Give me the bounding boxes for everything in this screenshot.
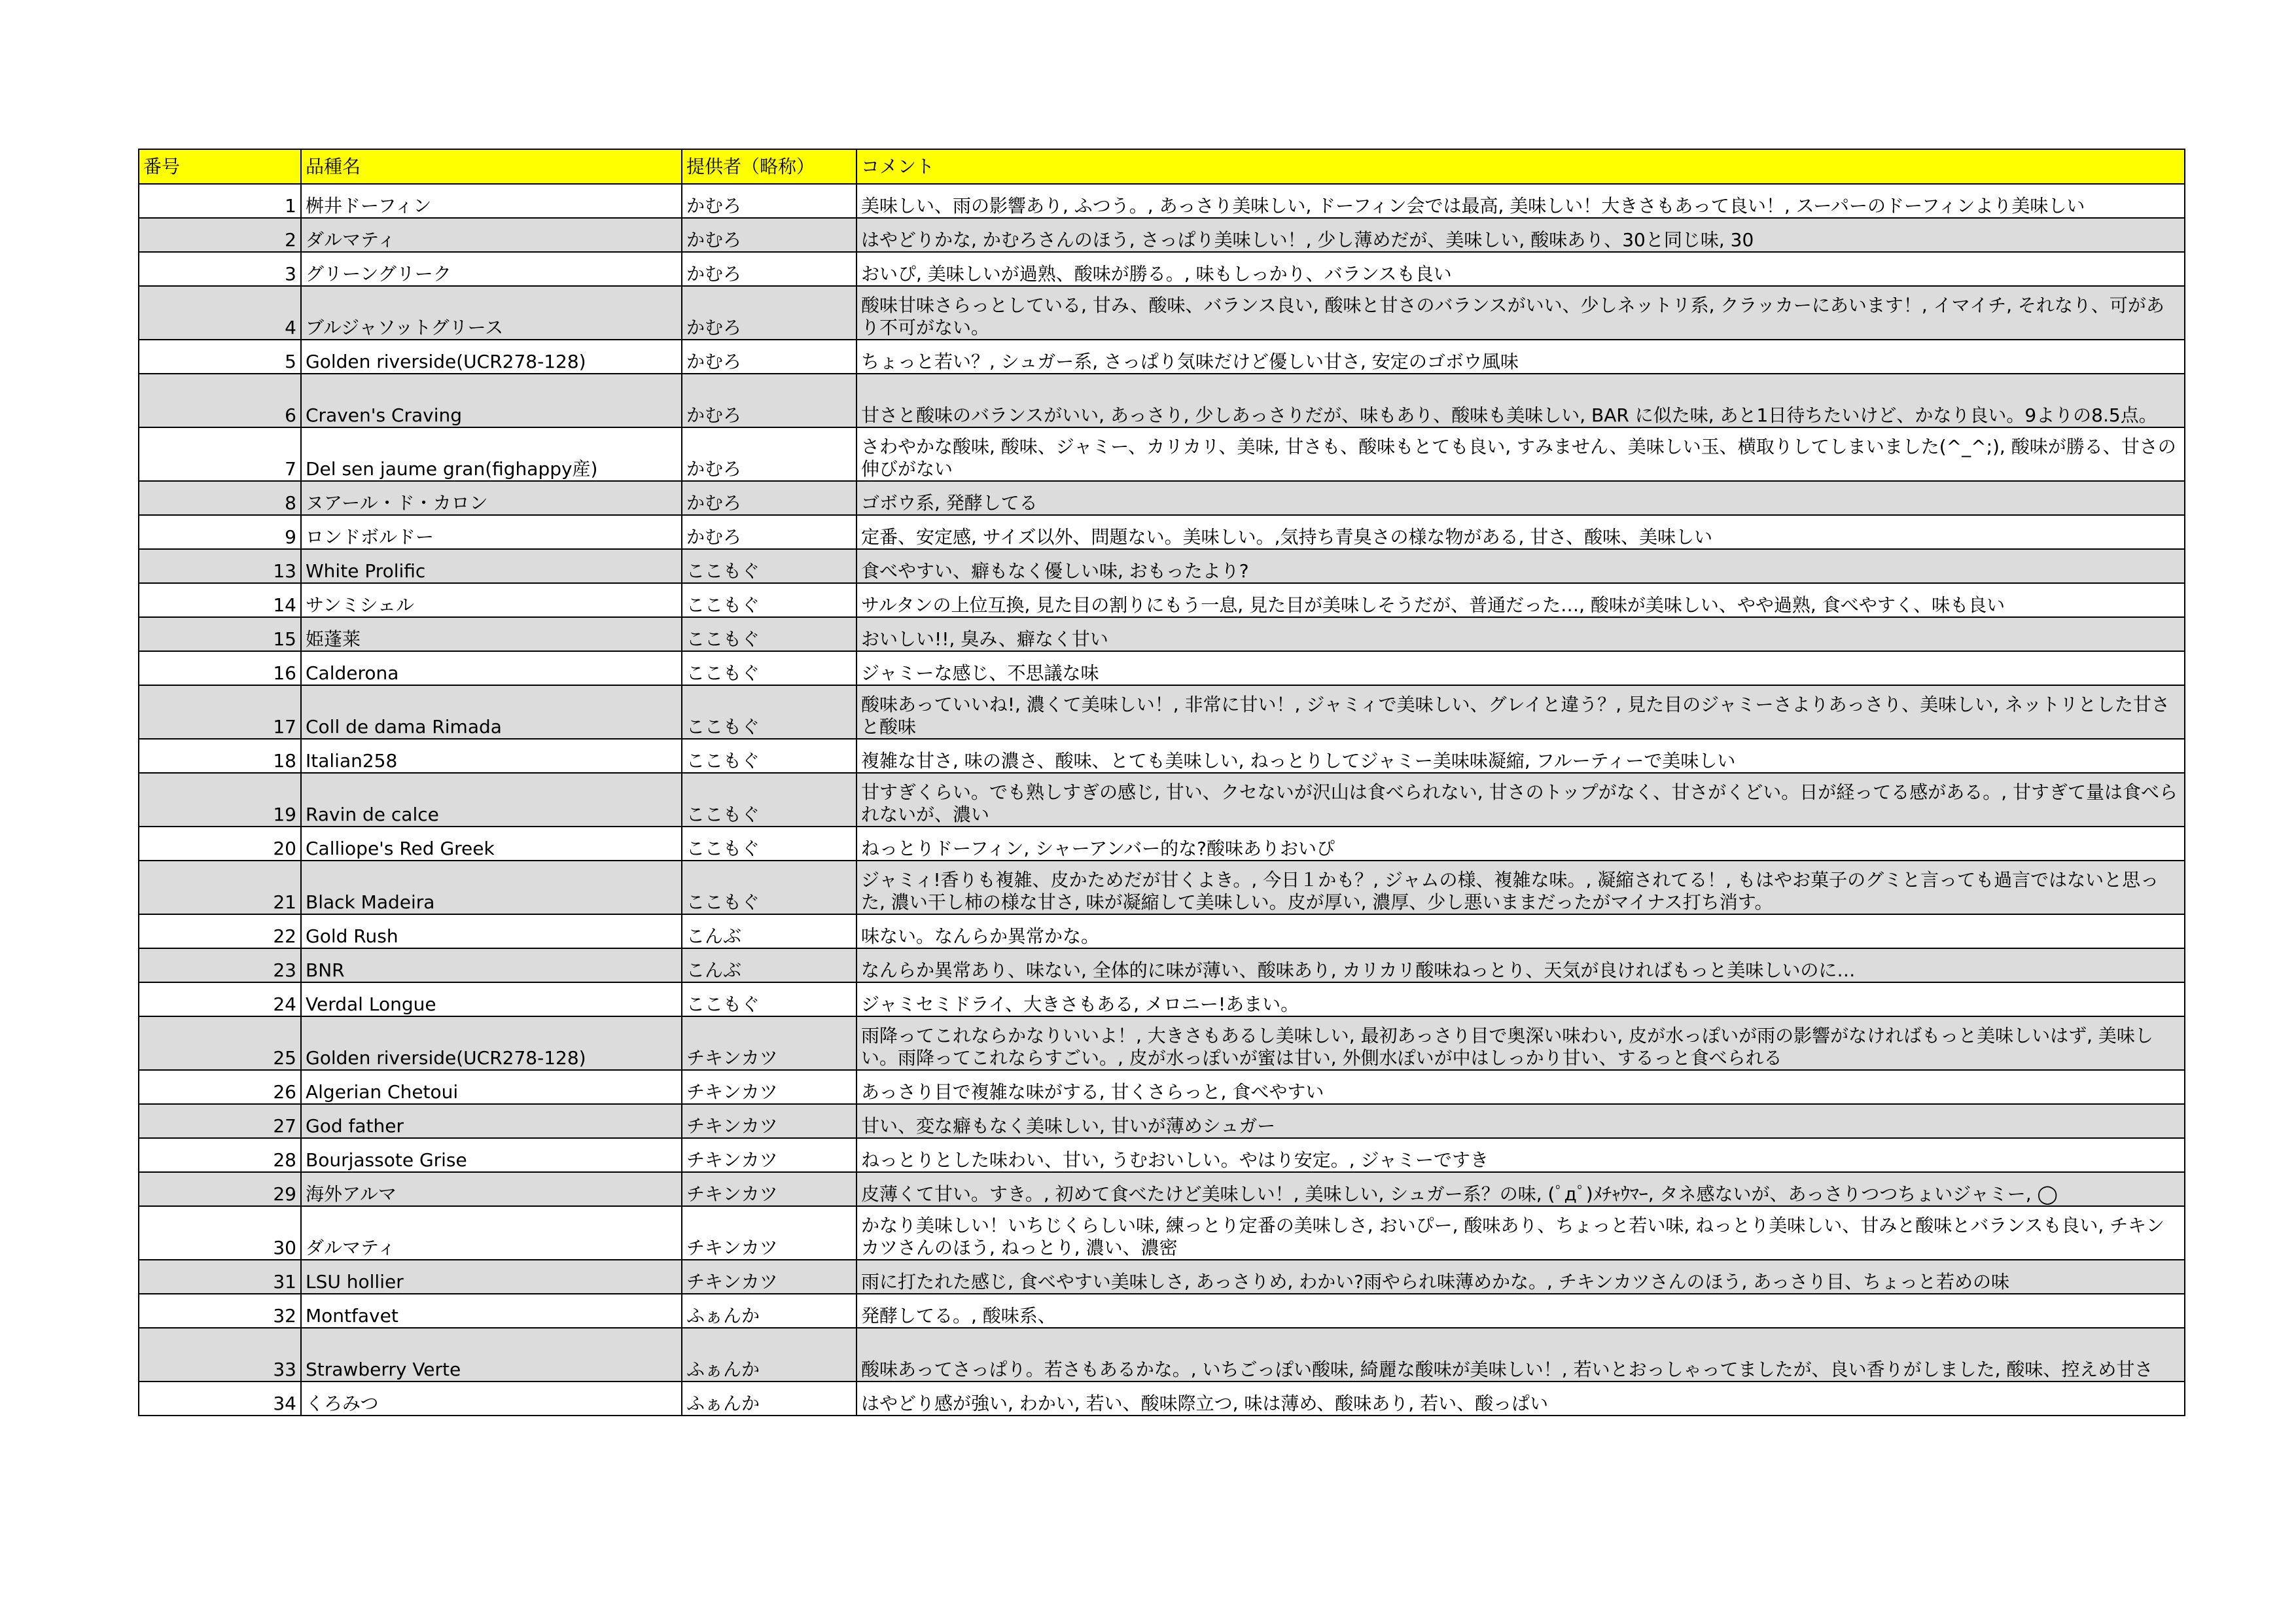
row-provider: ここもぐ [682,773,857,827]
row-variety-name: Verdal Longue [301,982,682,1016]
row-variety-name: Montfavet [301,1294,682,1328]
row-number: 3 [139,252,301,286]
row-number: 18 [139,739,301,773]
row-variety-name: Golden riverside(UCR278-128) [301,340,682,374]
row-provider: ここもぐ [682,651,857,685]
table-row [139,1138,2185,1172]
header-number: 番号 [139,149,301,184]
row-variety-name: ロンドボルドー [301,515,682,549]
row-variety-name: BNR [301,948,682,982]
table-row [139,549,2185,583]
row-number: 17 [139,685,301,739]
spreadsheet-sheet [138,149,2184,1416]
table-row [139,827,2185,861]
row-comment: ゴボウ系, 発酵してる [857,481,2185,515]
tasting-table [138,149,2185,1416]
row-variety-name: グリーングリーク [301,252,682,286]
row-provider: こんぶ [682,914,857,948]
row-number: 27 [139,1104,301,1138]
row-number: 4 [139,286,301,340]
row-provider: ここもぐ [682,685,857,739]
row-number: 22 [139,914,301,948]
row-comment: 皮薄くて甘い。すき。, 初めて食べたけど美味しい！, 美味しい, シュガー系？の味, (ﾟдﾟ)ﾒﾁｬｳﾏｰ, タネ感ないが、あっさりつつちょいジャミー, ◯ [857,1172,2185,1206]
row-number: 7 [139,427,301,481]
table-row [139,914,2185,948]
row-comment: 雨に打たれた感じ, 食べやすい美味しさ, あっさりめ, わかい?雨やられ味薄めかな。, チキンカツさんのほう, あっさり目、ちょっと若めの味 [857,1260,2185,1294]
row-variety-name: Coll de dama Rimada [301,685,682,739]
row-number: 25 [139,1016,301,1070]
row-variety-name: Calliope's Red Greek [301,827,682,861]
row-provider: チキンカツ [682,1104,857,1138]
row-number: 23 [139,948,301,982]
row-number: 24 [139,982,301,1016]
row-comment: はやどりかな, かむろさんのほう, さっぱり美味しい！, 少し薄めだが、美味しい, 酸味あり、30と同じ味, 30 [857,218,2185,252]
row-provider: かむろ [682,218,857,252]
row-comment: 酸味甘味さらっとしている, 甘み、酸味、バランス良い, 酸味と甘さのバランスがいい、少しネットリ系, クラッカーにあいます！, イマイチ, それなり、可があり不可がない。 [857,286,2185,340]
row-variety-name: Strawberry Verte [301,1328,682,1382]
row-provider: チキンカツ [682,1172,857,1206]
row-number: 26 [139,1070,301,1104]
row-comment: なんらか異常あり、味ない, 全体的に味が薄い、酸味あり, カリカリ酸味ねっとり、天気が良ければもっと美味しいのに… [857,948,2185,982]
row-variety-name: Gold Rush [301,914,682,948]
header-comment: コメント [857,149,2185,184]
row-comment: 雨降ってこれならかなりいいよ！, 大きさもあるし美味しい, 最初あっさり目で奥深い味わい, 皮が水っぽいが雨の影響がなければもっと美味しいはず, 美味しい。雨降ってこれならすごい。, 皮が水っぽいが蜜は甘い, 外側水ぽいが中はしっかり甘い、するっと食べられる [857,1016,2185,1070]
row-variety-name: LSU hollier [301,1260,682,1294]
table-row [139,1328,2185,1382]
row-number: 33 [139,1328,301,1382]
row-provider: ふぁんか [682,1382,857,1416]
row-variety-name: Ravin de calce [301,773,682,827]
row-comment: 酸味あってさっぱり。若さもあるかな。, いちごっぽい酸味, 綺麗な酸味が美味しい！, 若いとおっしゃってましたが、良い香りがしました, 酸味、控えめ甘さ [857,1328,2185,1382]
row-comment: ちょっと若い？, シュガー系, さっぱり気味だけど優しい甘さ, 安定のゴボウ風味 [857,340,2185,374]
row-variety-name: Algerian Chetoui [301,1070,682,1104]
row-comment: 発酵してる。, 酸味系、 [857,1294,2185,1328]
row-provider: ふぁんか [682,1294,857,1328]
table-row [139,374,2185,427]
row-variety-name: Calderona [301,651,682,685]
row-provider: かむろ [682,427,857,481]
table-row [139,184,2185,218]
row-provider: チキンカツ [682,1070,857,1104]
row-comment: 甘さと酸味のバランスがいい, あっさり, 少しあっさりだが、味もあり、酸味も美味しい, BAR に似た味, あと1日待ちたいけど、かなり良い。9よりの8.5点。 [857,374,2185,427]
row-provider: ここもぐ [682,861,857,914]
table-row [139,1294,2185,1328]
row-comment: 食べやすい、癖もなく優しい味, おもったより? [857,549,2185,583]
table-row [139,651,2185,685]
table-row [139,1206,2185,1260]
row-comment: おいぴ, 美味しいが過熟、酸味が勝る。, 味もしっかり、バランスも良い [857,252,2185,286]
table-row [139,1016,2185,1070]
row-provider: かむろ [682,481,857,515]
row-comment: さわやかな酸味, 酸味、ジャミー、カリカリ、美味, 甘さも、酸味もとても良い, すみません、美味しい玉、横取りしてしまいました(^_^;), 酸味が勝る、甘さの伸びがない [857,427,2185,481]
row-comment: おいしい!!, 臭み、癖なく甘い [857,617,2185,651]
header-variety-name: 品種名 [301,149,682,184]
row-number: 13 [139,549,301,583]
row-comment: ねっとりとした味わい、甘い, うむおいしい。やはり安定。, ジャミーですき [857,1138,2185,1172]
header-row [139,149,2185,184]
row-number: 31 [139,1260,301,1294]
row-comment: 定番、安定感, サイズ以外、問題ない。美味しい。,気持ち青臭さの様な物がある, 甘さ、酸味、美味しい [857,515,2185,549]
row-provider: ここもぐ [682,617,857,651]
table-row [139,481,2185,515]
table-row [139,982,2185,1016]
row-variety-name: ヌアール・ド・カロン [301,481,682,515]
row-variety-name: Italian258 [301,739,682,773]
table-row [139,427,2185,481]
row-provider: かむろ [682,374,857,427]
header-provider: 提供者（略称） [682,149,857,184]
row-number: 16 [139,651,301,685]
table-row [139,1070,2185,1104]
row-comment: かなり美味しい！いちじくらしい味, 練っとり定番の美味しさ, おいぴー, 酸味あり、ちょっと若い味, ねっとり美味しい、甘みと酸味とバランスも良い, チキンカツさんのほう, ねっとり, 濃い、濃密 [857,1206,2185,1260]
row-number: 9 [139,515,301,549]
row-provider: ふぁんか [682,1328,857,1382]
row-provider: ここもぐ [682,583,857,617]
table-row [139,583,2185,617]
table-row [139,685,2185,739]
row-variety-name: Del sen jaume gran(fighappy産) [301,427,682,481]
row-provider: かむろ [682,340,857,374]
row-variety-name: Golden riverside(UCR278-128) [301,1016,682,1070]
row-variety-name: ダルマティ [301,218,682,252]
row-variety-name: God father [301,1104,682,1138]
table-row [139,218,2185,252]
row-number: 20 [139,827,301,861]
table-row [139,861,2185,914]
table-row [139,617,2185,651]
table-row [139,340,2185,374]
row-number: 5 [139,340,301,374]
row-variety-name: 海外アルマ [301,1172,682,1206]
row-provider: かむろ [682,515,857,549]
row-provider: かむろ [682,252,857,286]
row-number: 2 [139,218,301,252]
table-row [139,773,2185,827]
table-row [139,948,2185,982]
table-row [139,1104,2185,1138]
row-number: 19 [139,773,301,827]
row-comment: 酸味あっていいね!, 濃くて美味しい！, 非常に甘い！, ジャミィで美味しい、グレイと違う？, 見た目のジャミーさよりあっさり、美味しい, ネットリとした甘さと酸味 [857,685,2185,739]
row-comment: ジャミィ!香りも複雑、皮かためだが甘くよき。, 今日１かも？, ジャムの様、複雑な味。, 凝縮されてる！, もはやお菓子のグミと言っても過言ではないと思った, 濃い干し柿の様な甘さ, 味が凝縮して美味しい。皮が厚い, 濃厚、少し悪いままだったがマイナス打ち消す。 [857,861,2185,914]
row-provider: ここもぐ [682,549,857,583]
row-variety-name: White Prolific [301,549,682,583]
row-number: 15 [139,617,301,651]
row-number: 30 [139,1206,301,1260]
row-comment: 美味しい、雨の影響あり, ふつう。, あっさり美味しい, ドーフィン会では最高, 美味しい！大きさもあって良い！, スーパーのドーフィンより美味しい [857,184,2185,218]
table-row [139,739,2185,773]
row-provider: チキンカツ [682,1138,857,1172]
row-variety-name: Bourjassote Grise [301,1138,682,1172]
row-number: 6 [139,374,301,427]
row-provider: ここもぐ [682,739,857,773]
row-variety-name: 姫蓬莱 [301,617,682,651]
row-number: 8 [139,481,301,515]
row-variety-name: ダルマティ [301,1206,682,1260]
row-provider: かむろ [682,184,857,218]
table-row [139,1382,2185,1416]
table-row [139,252,2185,286]
row-variety-name: ブルジャソットグリース [301,286,682,340]
row-variety-name: 桝井ドーフィン [301,184,682,218]
row-comment: はやどり感が強い, わかい, 若い、酸味際立つ, 味は薄め、酸味あり, 若い、酸っぱい [857,1382,2185,1416]
row-comment: 味ない。なんらか異常かな。 [857,914,2185,948]
row-comment: ねっとりドーフィン, シャーアンバー的な?酸味ありおいぴ [857,827,2185,861]
table-row [139,515,2185,549]
row-comment: あっさり目で複雑な味がする, 甘くさらっと, 食べやすい [857,1070,2185,1104]
row-provider: チキンカツ [682,1260,857,1294]
row-number: 14 [139,583,301,617]
row-variety-name: くろみつ [301,1382,682,1416]
row-variety-name: Black Madeira [301,861,682,914]
row-provider: こんぶ [682,948,857,982]
row-comment: サルタンの上位互換, 見た目の割りにもう一息, 見た目が美味しそうだが、普通だった…, 酸味が美味しい、やや過熟, 食べやすく、味も良い [857,583,2185,617]
row-variety-name: Craven's Craving [301,374,682,427]
row-provider: ここもぐ [682,827,857,861]
row-comment: ジャミセミドライ、大きさもある, メロニー!あまい。 [857,982,2185,1016]
row-provider: チキンカツ [682,1206,857,1260]
row-provider: ここもぐ [682,982,857,1016]
table-row [139,286,2185,340]
row-comment: 甘い、変な癖もなく美味しい, 甘いが薄めシュガー [857,1104,2185,1138]
row-number: 1 [139,184,301,218]
row-number: 28 [139,1138,301,1172]
row-number: 29 [139,1172,301,1206]
row-number: 34 [139,1382,301,1416]
row-number: 21 [139,861,301,914]
row-variety-name: サンミシェル [301,583,682,617]
row-provider: チキンカツ [682,1016,857,1070]
row-comment: 複雑な甘さ, 味の濃さ、酸味、とても美味しい, ねっとりしてジャミー美味味凝縮, フルーティーで美味しい [857,739,2185,773]
row-comment: ジャミーな感じ、不思議な味 [857,651,2185,685]
row-number: 32 [139,1294,301,1328]
row-comment: 甘すぎくらい。でも熟しすぎの感じ, 甘い、クセないが沢山は食べられない, 甘さのトップがなく、甘さがくどい。日が経ってる感がある。, 甘すぎて量は食べられないが、濃い [857,773,2185,827]
table-row [139,1260,2185,1294]
row-provider: かむろ [682,286,857,340]
table-row [139,1172,2185,1206]
